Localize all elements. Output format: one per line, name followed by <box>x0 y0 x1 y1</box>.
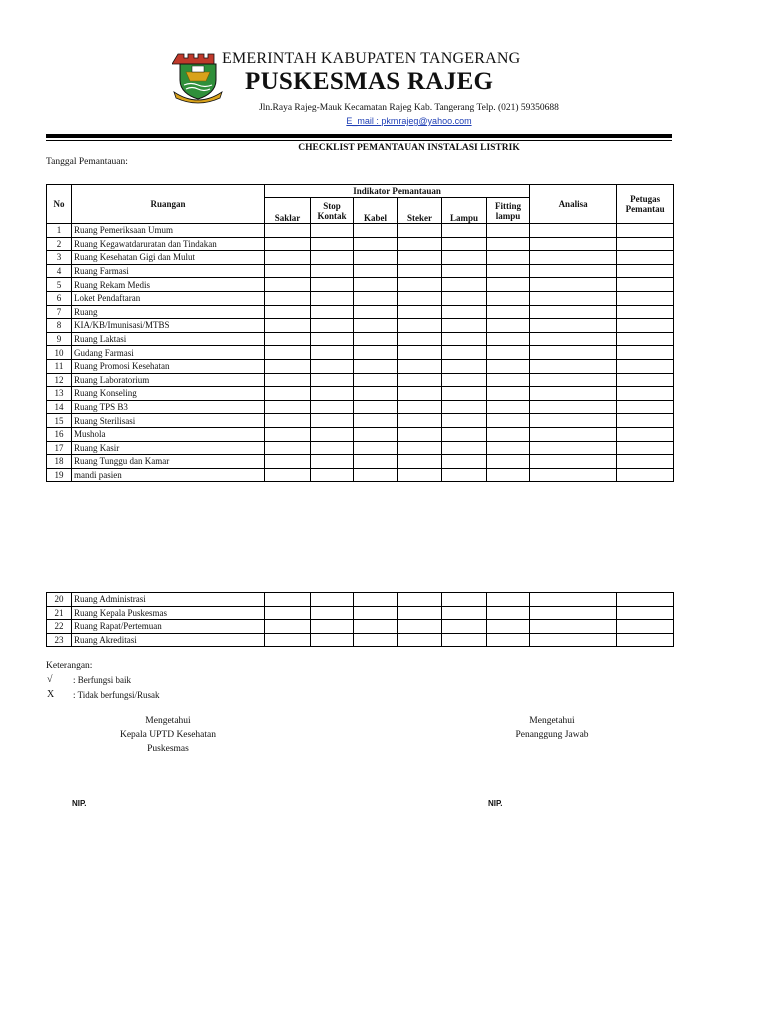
checklist-cell[interactable] <box>354 278 398 292</box>
checklist-cell[interactable] <box>398 414 442 428</box>
row-number: 18 <box>47 455 72 469</box>
table-row <box>47 346 674 360</box>
checklist-table-continued-body <box>47 593 674 647</box>
checklist-cell[interactable] <box>311 237 354 251</box>
header-officer-line1: Petugas <box>630 194 661 204</box>
checklist-cell[interactable] <box>617 319 674 333</box>
checklist-cell[interactable] <box>487 305 530 319</box>
table-row <box>47 251 674 265</box>
table-row <box>47 264 674 278</box>
header-divider-thick <box>46 134 672 138</box>
checklist-cell[interactable] <box>530 346 617 360</box>
checklist-cell[interactable] <box>311 346 354 360</box>
checklist-cell[interactable] <box>265 359 311 373</box>
header-plug: Steker <box>398 198 442 224</box>
row-room-name: Ruang Promosi Kesehatan <box>72 359 265 373</box>
checklist-cell[interactable] <box>617 441 674 455</box>
document-title: CHECKLIST PEMANTAUAN INSTALASI LISTRIK <box>298 143 520 153</box>
checklist-cell[interactable] <box>487 633 530 647</box>
checklist-cell[interactable] <box>398 346 442 360</box>
checklist-cell[interactable] <box>354 620 398 634</box>
table-row <box>47 400 674 414</box>
row-number: 22 <box>47 620 72 634</box>
checklist-cell[interactable] <box>442 373 487 387</box>
checklist-table <box>46 184 674 482</box>
row-room-name: Ruang TPS B3 <box>72 400 265 414</box>
checklist-cell[interactable] <box>311 359 354 373</box>
header-officer-line2: Pemantau <box>625 204 665 214</box>
row-room-name: Ruang <box>72 305 265 319</box>
checklist-cell[interactable] <box>487 455 530 469</box>
checklist-cell[interactable] <box>442 620 487 634</box>
table-row <box>47 468 674 482</box>
checklist-cell[interactable] <box>265 224 311 238</box>
checklist-cell[interactable] <box>398 468 442 482</box>
checklist-cell[interactable] <box>617 633 674 647</box>
checklist-cell[interactable] <box>442 319 487 333</box>
checklist-cell[interactable] <box>311 455 354 469</box>
signature-left-nip: NIP. <box>72 799 87 808</box>
checklist-cell[interactable] <box>617 251 674 265</box>
row-number: 7 <box>47 305 72 319</box>
checklist-cell[interactable] <box>442 305 487 319</box>
checklist-cell[interactable] <box>311 373 354 387</box>
table-row <box>47 291 674 305</box>
checklist-cell[interactable] <box>617 264 674 278</box>
checklist-cell[interactable] <box>398 359 442 373</box>
checklist-cell[interactable] <box>311 427 354 441</box>
row-room-name: Ruang Sterilisasi <box>72 414 265 428</box>
table-row <box>47 620 674 634</box>
row-room-name: Ruang Kepala Puskesmas <box>72 606 265 620</box>
checklist-cell[interactable] <box>354 400 398 414</box>
checklist-cell[interactable] <box>442 455 487 469</box>
checklist-cell[interactable] <box>265 593 311 607</box>
checklist-cell[interactable] <box>354 593 398 607</box>
checklist-cell[interactable] <box>265 455 311 469</box>
row-room-name: Ruang Pemeriksaan Umum <box>72 224 265 238</box>
checklist-cell[interactable] <box>442 291 487 305</box>
checklist-cell[interactable] <box>265 441 311 455</box>
checklist-cell[interactable] <box>617 346 674 360</box>
row-room-name: Ruang Administrasi <box>72 593 265 607</box>
signature-right-line1: Mengetahui <box>529 716 575 726</box>
checklist-cell[interactable] <box>487 593 530 607</box>
checklist-cell[interactable] <box>354 468 398 482</box>
checklist-cell[interactable] <box>487 414 530 428</box>
checklist-cell[interactable] <box>530 305 617 319</box>
checklist-cell[interactable] <box>354 346 398 360</box>
checklist-cell[interactable] <box>354 305 398 319</box>
row-room-name: mandi pasien <box>72 468 265 482</box>
checklist-cell[interactable] <box>442 237 487 251</box>
checklist-cell[interactable] <box>265 332 311 346</box>
checklist-cell[interactable] <box>442 387 487 401</box>
checklist-cell[interactable] <box>354 237 398 251</box>
checklist-cell[interactable] <box>487 319 530 333</box>
table-row <box>47 606 674 620</box>
legend-check-symbol: √ <box>47 674 53 685</box>
legend-title: Keterangan: <box>46 661 93 671</box>
checklist-cell[interactable] <box>530 332 617 346</box>
checklist-cell[interactable] <box>354 387 398 401</box>
header-socket-line2: Kontak <box>317 210 347 221</box>
checklist-cell[interactable] <box>442 427 487 441</box>
tangerang-emblem-logo <box>172 48 224 104</box>
checklist-cell[interactable] <box>265 264 311 278</box>
row-number: 8 <box>47 319 72 333</box>
email-prefix: E_mail : <box>346 116 382 126</box>
row-number: 5 <box>47 278 72 292</box>
checklist-cell[interactable] <box>487 224 530 238</box>
government-title: EMERINTAH KABUPATEN TANGERANG <box>222 50 521 67</box>
checklist-cell[interactable] <box>442 278 487 292</box>
checklist-cell[interactable] <box>530 468 617 482</box>
checklist-cell[interactable] <box>530 593 617 607</box>
table-row <box>47 455 674 469</box>
row-room-name: Ruang Rapat/Pertemuan <box>72 620 265 634</box>
checklist-cell[interactable] <box>354 224 398 238</box>
row-number: 14 <box>47 400 72 414</box>
checklist-cell[interactable] <box>265 319 311 333</box>
header-fitting-line1: Fitting <box>495 200 522 211</box>
checklist-cell[interactable] <box>354 373 398 387</box>
checklist-cell[interactable] <box>311 468 354 482</box>
row-room-name: Gudang Farmasi <box>72 346 265 360</box>
checklist-cell[interactable] <box>354 455 398 469</box>
checklist-cell[interactable] <box>398 264 442 278</box>
table-row <box>47 278 674 292</box>
checklist-cell[interactable] <box>398 291 442 305</box>
checklist-cell[interactable] <box>354 319 398 333</box>
checklist-cell[interactable] <box>487 237 530 251</box>
row-room-name: Loket Pendaftaran <box>72 291 265 305</box>
row-number: 2 <box>47 237 72 251</box>
checklist-cell[interactable] <box>311 593 354 607</box>
checklist-cell[interactable] <box>354 427 398 441</box>
checklist-cell[interactable] <box>311 291 354 305</box>
checklist-cell[interactable] <box>487 427 530 441</box>
checklist-cell[interactable] <box>354 633 398 647</box>
checklist-cell[interactable] <box>354 414 398 428</box>
checklist-cell[interactable] <box>487 251 530 265</box>
checklist-cell[interactable] <box>442 441 487 455</box>
checklist-cell[interactable] <box>530 359 617 373</box>
checklist-cell[interactable] <box>617 359 674 373</box>
checklist-cell[interactable] <box>487 468 530 482</box>
checklist-cell[interactable] <box>398 332 442 346</box>
checklist-table-continued <box>46 592 674 647</box>
institution-title: PUSKESMAS RAJEG <box>245 68 494 95</box>
row-number: 4 <box>47 264 72 278</box>
table-row <box>47 332 674 346</box>
row-room-name: Ruang Rekam Medis <box>72 278 265 292</box>
signature-left-line1: Mengetahui <box>145 716 191 726</box>
row-number: 13 <box>47 387 72 401</box>
checklist-cell[interactable] <box>398 593 442 607</box>
row-room-name: Ruang Farmasi <box>72 264 265 278</box>
checklist-cell[interactable] <box>265 237 311 251</box>
checklist-cell[interactable] <box>398 373 442 387</box>
row-number: 12 <box>47 373 72 387</box>
checklist-cell[interactable] <box>442 264 487 278</box>
row-number: 21 <box>47 606 72 620</box>
checklist-cell[interactable] <box>530 291 617 305</box>
checklist-cell[interactable] <box>617 373 674 387</box>
checklist-cell[interactable] <box>530 264 617 278</box>
checklist-cell[interactable] <box>398 455 442 469</box>
header-analysis: Analisa <box>530 185 617 224</box>
checklist-cell[interactable] <box>311 606 354 620</box>
checklist-cell[interactable] <box>617 305 674 319</box>
checklist-cell[interactable] <box>311 305 354 319</box>
checklist-cell[interactable] <box>487 264 530 278</box>
header-no: No <box>47 185 72 224</box>
row-room-name: Mushola <box>72 427 265 441</box>
header-switch: Saklar <box>265 198 311 224</box>
checklist-cell[interactable] <box>442 346 487 360</box>
checklist-cell[interactable] <box>398 606 442 620</box>
legend-check-text: : Berfungsi baik <box>73 675 131 685</box>
checklist-cell[interactable] <box>311 251 354 265</box>
checklist-cell[interactable] <box>530 387 617 401</box>
row-number: 3 <box>47 251 72 265</box>
legend-x-text: : Tidak berfungsi/Rusak <box>73 690 160 700</box>
header-fitting <box>487 198 530 224</box>
checklist-cell[interactable] <box>617 414 674 428</box>
table-row <box>47 373 674 387</box>
checklist-cell[interactable] <box>265 606 311 620</box>
checklist-cell[interactable] <box>530 414 617 428</box>
row-number: 15 <box>47 414 72 428</box>
checklist-cell[interactable] <box>265 427 311 441</box>
checklist-cell[interactable] <box>487 620 530 634</box>
checklist-cell[interactable] <box>487 373 530 387</box>
checklist-cell[interactable] <box>442 332 487 346</box>
checklist-cell[interactable] <box>265 373 311 387</box>
row-number: 16 <box>47 427 72 441</box>
table-row <box>47 387 674 401</box>
checklist-cell[interactable] <box>311 278 354 292</box>
checklist-cell[interactable] <box>354 251 398 265</box>
checklist-cell[interactable] <box>617 387 674 401</box>
row-room-name: Ruang Laktasi <box>72 332 265 346</box>
checklist-cell[interactable] <box>487 346 530 360</box>
signature-left-line2: Kepala UPTD Kesehatan <box>119 730 217 740</box>
checklist-cell[interactable] <box>265 400 311 414</box>
checklist-cell[interactable] <box>265 305 311 319</box>
checklist-cell[interactable] <box>265 278 311 292</box>
checklist-cell[interactable] <box>487 606 530 620</box>
checklist-cell[interactable] <box>530 251 617 265</box>
row-room-name: Ruang Tunggu dan Kamar <box>72 455 265 469</box>
checklist-cell[interactable] <box>442 224 487 238</box>
checklist-cell[interactable] <box>398 224 442 238</box>
checklist-cell[interactable] <box>617 606 674 620</box>
signature-right-line2: Penanggung Jawab <box>515 730 589 740</box>
checklist-cell[interactable] <box>617 332 674 346</box>
checklist-cell[interactable] <box>265 633 311 647</box>
table-row <box>47 633 674 647</box>
checklist-cell[interactable] <box>265 346 311 360</box>
checklist-cell[interactable] <box>398 319 442 333</box>
checklist-cell[interactable] <box>442 633 487 647</box>
header-room: Ruangan <box>72 185 265 224</box>
checklist-cell[interactable] <box>487 278 530 292</box>
header-officer <box>617 185 674 224</box>
header-cable: Kabel <box>354 198 398 224</box>
signature-right-nip: NIP. <box>488 799 503 808</box>
checklist-cell[interactable] <box>311 224 354 238</box>
header-indicators: Indikator Pemantauan <box>265 185 530 198</box>
checklist-cell[interactable] <box>311 387 354 401</box>
email-link[interactable]: pkmrajeg@yahoo.com <box>381 116 472 126</box>
checklist-cell[interactable] <box>530 224 617 238</box>
table-row <box>47 593 674 607</box>
checklist-cell[interactable] <box>487 400 530 414</box>
checklist-cell[interactable] <box>530 278 617 292</box>
checklist-cell[interactable] <box>354 441 398 455</box>
table-row <box>47 305 674 319</box>
row-room-name: Ruang Konseling <box>72 387 265 401</box>
checklist-cell[interactable] <box>354 291 398 305</box>
row-number: 17 <box>47 441 72 455</box>
checklist-cell[interactable] <box>530 455 617 469</box>
checklist-cell[interactable] <box>617 237 674 251</box>
checklist-cell[interactable] <box>617 455 674 469</box>
table-row <box>47 359 674 373</box>
checklist-cell[interactable] <box>265 387 311 401</box>
table-row <box>47 427 674 441</box>
header-socket-line1: Stop <box>323 200 341 211</box>
row-number: 20 <box>47 593 72 607</box>
checklist-cell[interactable] <box>398 278 442 292</box>
row-number: 10 <box>47 346 72 360</box>
row-room-name: Ruang Kegawatdaruratan dan Tindakan <box>72 237 265 251</box>
header-divider-thin <box>46 140 672 141</box>
checklist-cell[interactable] <box>398 305 442 319</box>
checklist-cell[interactable] <box>530 319 617 333</box>
checklist-cell[interactable] <box>398 441 442 455</box>
row-room-name: Ruang Akreditasi <box>72 633 265 647</box>
checklist-cell[interactable] <box>311 441 354 455</box>
checklist-cell[interactable] <box>530 441 617 455</box>
checklist-cell[interactable] <box>530 633 617 647</box>
checklist-cell[interactable] <box>265 468 311 482</box>
monitoring-date-label: Tanggal Pemantauan: <box>46 157 128 167</box>
checklist-cell[interactable] <box>354 359 398 373</box>
email-line <box>0 116 768 126</box>
institution-address: Jln.Raya Rajeg-Mauk Kecamatan Rajeg Kab. Tangerang Telp. (021) 59350688 <box>259 103 559 113</box>
checklist-cell[interactable] <box>311 400 354 414</box>
checklist-cell[interactable] <box>617 468 674 482</box>
checklist-cell[interactable] <box>398 633 442 647</box>
checklist-cell[interactable] <box>354 332 398 346</box>
row-room-name: Ruang Laboratorium <box>72 373 265 387</box>
checklist-cell[interactable] <box>311 620 354 634</box>
checklist-cell[interactable] <box>442 400 487 414</box>
row-number: 23 <box>47 633 72 647</box>
checklist-cell[interactable] <box>442 414 487 428</box>
checklist-cell[interactable] <box>487 332 530 346</box>
checklist-cell[interactable] <box>617 593 674 607</box>
checklist-cell[interactable] <box>530 373 617 387</box>
checklist-cell[interactable] <box>311 319 354 333</box>
checklist-cell[interactable] <box>487 291 530 305</box>
checklist-cell[interactable] <box>265 414 311 428</box>
row-number: 1 <box>47 224 72 238</box>
checklist-cell[interactable] <box>617 427 674 441</box>
checklist-cell[interactable] <box>265 251 311 265</box>
checklist-cell[interactable] <box>530 237 617 251</box>
checklist-cell[interactable] <box>398 251 442 265</box>
checklist-cell[interactable] <box>617 224 674 238</box>
checklist-cell[interactable] <box>487 359 530 373</box>
checklist-cell[interactable] <box>617 400 674 414</box>
checklist-cell[interactable] <box>617 620 674 634</box>
checklist-cell[interactable] <box>398 387 442 401</box>
checklist-cell[interactable] <box>311 332 354 346</box>
checklist-cell[interactable] <box>442 359 487 373</box>
row-room-name: Ruang Kasir <box>72 441 265 455</box>
checklist-cell[interactable] <box>354 264 398 278</box>
checklist-cell[interactable] <box>265 620 311 634</box>
checklist-cell[interactable] <box>442 251 487 265</box>
checklist-cell[interactable] <box>311 264 354 278</box>
table-row <box>47 237 674 251</box>
table-row <box>47 319 674 333</box>
checklist-table-body <box>47 224 674 482</box>
row-number: 9 <box>47 332 72 346</box>
checklist-cell[interactable] <box>442 468 487 482</box>
checklist-cell[interactable] <box>530 400 617 414</box>
header-fitting-line2: lampu <box>495 210 521 221</box>
checklist-cell[interactable] <box>311 414 354 428</box>
signature-left-line3: Puskesmas <box>147 744 189 754</box>
row-room-name: Ruang Kesehatan Gigi dan Mulut <box>72 251 265 265</box>
legend-x-symbol: X <box>47 689 55 700</box>
checklist-cell[interactable] <box>530 427 617 441</box>
header-lamp: Lampu <box>442 198 487 224</box>
row-number: 11 <box>47 359 72 373</box>
checklist-cell[interactable] <box>398 620 442 634</box>
row-number: 6 <box>47 291 72 305</box>
checklist-cell[interactable] <box>530 606 617 620</box>
checklist-cell[interactable] <box>530 620 617 634</box>
checklist-cell[interactable] <box>311 633 354 647</box>
checklist-cell[interactable] <box>487 387 530 401</box>
row-room-name: KIA/KB/Imunisasi/MTBS <box>72 319 265 333</box>
header-socket <box>311 198 354 224</box>
checklist-cell[interactable] <box>617 278 674 292</box>
checklist-cell[interactable] <box>265 291 311 305</box>
checklist-cell[interactable] <box>442 606 487 620</box>
checklist-cell[interactable] <box>487 441 530 455</box>
checklist-cell[interactable] <box>398 237 442 251</box>
checklist-cell[interactable] <box>398 400 442 414</box>
checklist-cell[interactable] <box>398 427 442 441</box>
checklist-cell[interactable] <box>354 606 398 620</box>
table-row <box>47 224 674 238</box>
checklist-cell[interactable] <box>617 291 674 305</box>
row-number: 19 <box>47 468 72 482</box>
table-row <box>47 414 674 428</box>
checklist-cell[interactable] <box>442 593 487 607</box>
table-row <box>47 441 674 455</box>
